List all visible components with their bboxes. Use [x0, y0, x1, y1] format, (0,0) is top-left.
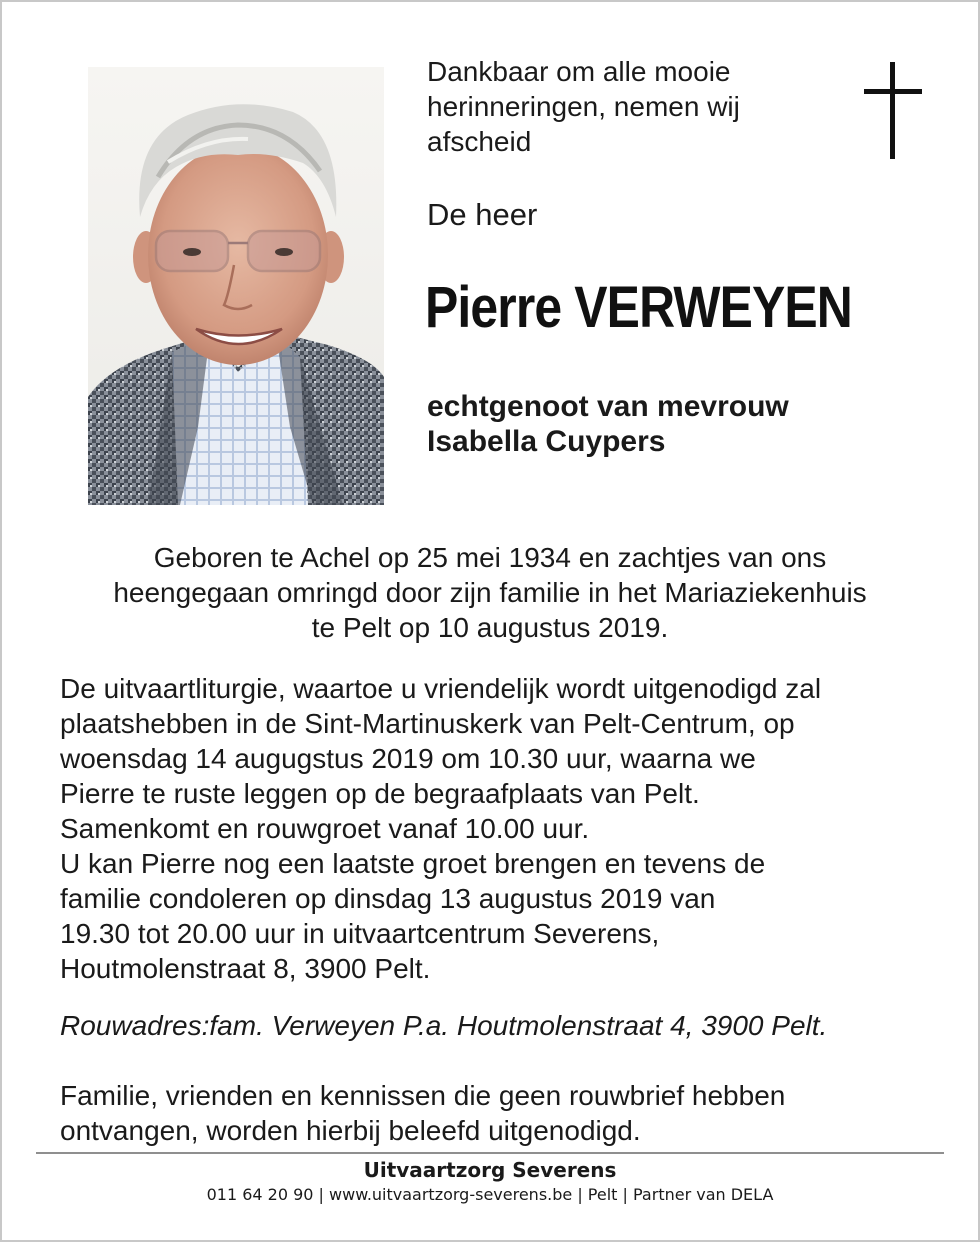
closing-line: ontvangen, worden hierbij beleefd uitgenodigd. — [60, 1115, 641, 1146]
funeral-line: U kan Pierre nog een laatste groet brengen en tevens de — [60, 848, 766, 879]
funeral-line: De uitvaartliturgie, waartoe u vriendelijk wordt uitgenodigd zal — [60, 673, 822, 704]
birth-line: te Pelt op 10 augustus 2019. — [311, 612, 669, 643]
funeral-home-name: Uitvaartzorg Severens — [363, 1158, 617, 1182]
closing-paragraph — [60, 1078, 940, 1148]
funeral-line: familie condoleren op dinsdag 13 augustus 2019 van — [60, 883, 716, 914]
cross-icon — [864, 62, 922, 159]
intro-line: herinneringen, nemen wij — [427, 91, 740, 122]
intro-line: Dankbaar om alle mooie — [427, 56, 731, 87]
deceased-name: Pierre VERWEYEN — [425, 275, 852, 340]
spouse-text — [427, 389, 927, 459]
birth-line: heengegaan omringd door zijn familie in het Mariaziekenhuis — [113, 577, 867, 608]
funeral-line: Houtmolenstraat 8, 3900 Pelt. — [60, 953, 431, 984]
mourning-address: Rouwadres:fam. Verweyen P.a. Houtmolenstraat 4, 3900 Pelt. — [60, 1010, 828, 1041]
intro-line: afscheid — [427, 126, 532, 157]
spouse-line: echtgenoot van mevrouw — [427, 390, 789, 423]
closing-line: Familie, vrienden en kennissen die geen rouwbrief hebben — [60, 1080, 786, 1111]
intro-text — [427, 54, 807, 159]
funeral-line: Pierre te ruste leggen op de begraafplaats van Pelt. — [60, 778, 700, 809]
salutation: De heer — [427, 197, 538, 232]
funeral-line: woensdag 14 augugstus 2019 om 10.30 uur, waarna we — [60, 743, 756, 774]
footer-divider — [36, 1152, 944, 1154]
birth-paragraph — [40, 540, 940, 645]
birth-line: Geboren te Achel op 25 mei 1934 en zachtjes van ons — [153, 542, 827, 573]
funeral-line: plaatshebben in de Sint-Martinuskerk van Pelt-Centrum, op — [60, 708, 795, 739]
funeral-line: Samenkomt en rouwgroet vanaf 10.00 uur. — [60, 813, 590, 844]
portrait-photo — [88, 67, 384, 505]
spouse-line: Isabella Cuypers — [427, 425, 666, 458]
funeral-line: 19.30 tot 20.00 uur in uitvaartcentrum Severens, — [60, 918, 660, 949]
funeral-home-contact: 011 64 20 90 | www.uitvaartzorg-severens.be | Pelt | Partner van DELA — [206, 1185, 774, 1204]
funeral-paragraph — [60, 671, 940, 986]
